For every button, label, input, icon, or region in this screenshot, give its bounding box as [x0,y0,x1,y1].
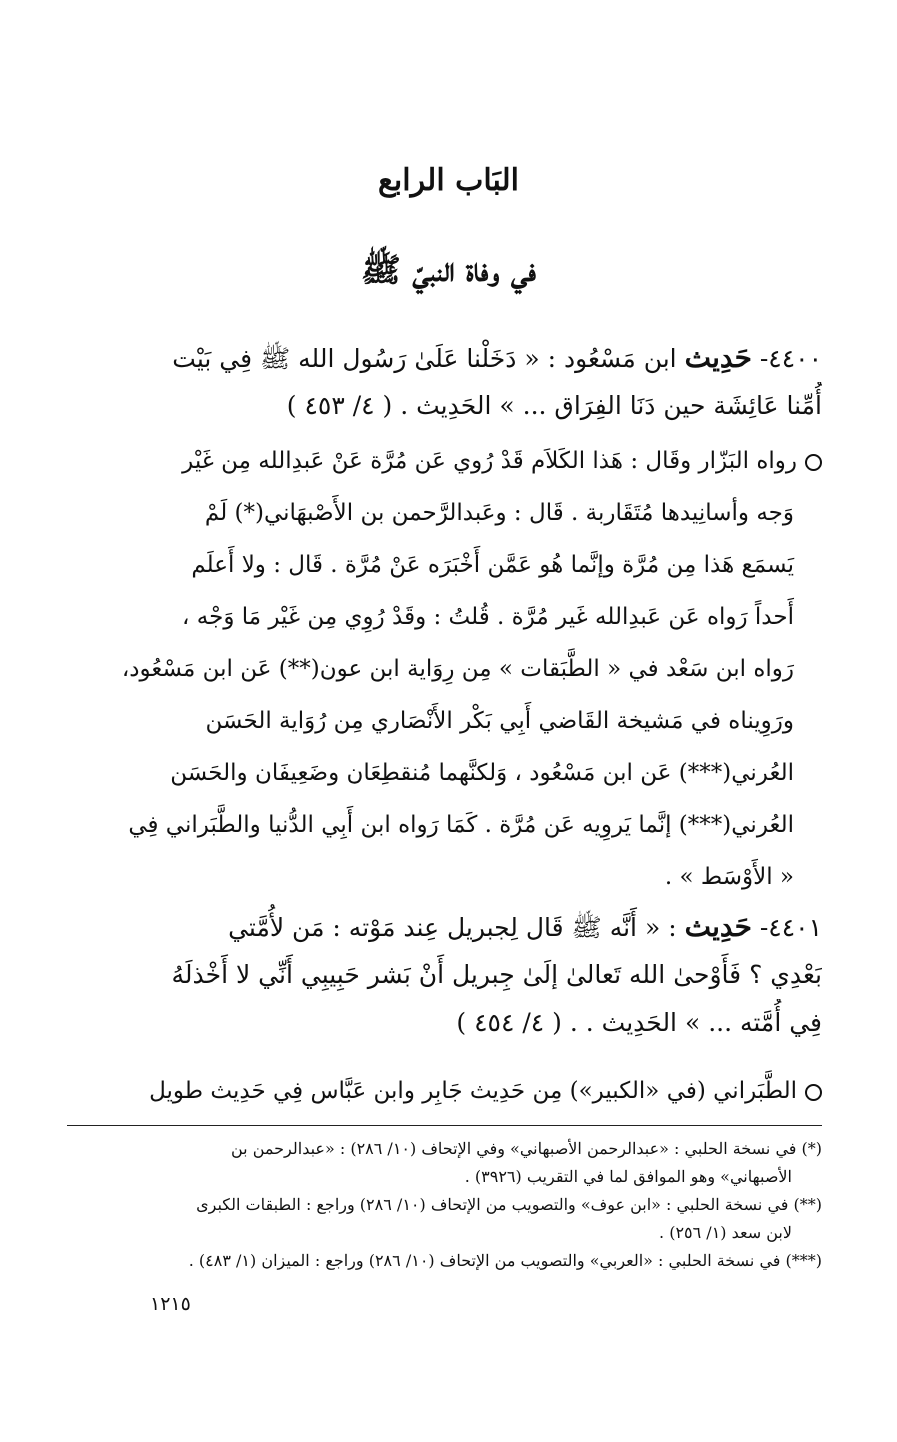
commentary-line: الطَّبَراني (في «الكبير») مِن حَدِيث جَابِر وابن عَبَّاس فِي حَدِيث طويل [67,1065,822,1117]
hadith-line [67,334,822,382]
hadith-keyword: حَدِيث [684,341,752,374]
footnote-line: الأصبهاني» وهو الموافق لما في التقريب (٣٩٢٦) . [464,1167,792,1186]
footnote-line: (*) في نسخة الحلبي : «عبدالرحمن الأصبهاني» وفي الإتحاف (١٠/ ٢٨٦) : «عبدالرحمن بن [231,1139,822,1158]
hadith-number: ٤٤٠١- [759,913,822,942]
commentary-line: وَجه وأسانِيدها مُتَقَاربة . قَال : وعَبدالرَّحمن بن الأَصْبهَاني(*) لَمْ [204,500,794,526]
hadith-line [67,999,822,1047]
hadith-text: فِي أُمَّته ... » الحَدِيث . [585,1008,822,1037]
footnotes [67,1135,822,1275]
footnote-line: (***) في نسخة الحلبي : «العربي» والتصويب من الإتحاف (١٠/ ٢٨٦) وراجع : الميزان (١/ ٤٨٣) . [188,1251,822,1270]
commentary-line: أَحداً رَواه عَن عَبدِالله غَير مُرَّة . قُلتُ : وقَدْ رُوِي مِن غَيْر مَا وَجْه ، [182,604,794,630]
chapter-subtitle: في وفاة النبيّ ﷺ [360,250,537,289]
chapter-title: البَاب الرابع [377,163,520,198]
footnote-divider [67,1125,822,1126]
hadith-line: بَعْدِي ؟ فَأَوْحىٰ الله تَعالىٰ إلَىٰ جِبريل أَنْ بَشر حَبِيبِي أَنِّي لا أَخْذلَهُ [171,960,822,989]
hadith-number: ٤٤٠٠- [759,344,822,373]
commentary-4400 [67,435,822,903]
hadith-keyword: حَدِيث [684,910,752,943]
footnote-line: لابن سعد (١/ ٢٥٦) . [659,1223,792,1242]
circle-bullet-icon [805,1084,822,1101]
commentary-line: رواه البَزّار وقَال : هَذا الكَلاَم قَدْ رُوي عَن مُرَّة عَنْ عَبدِالله مِن غَيْر [67,435,822,487]
commentary-line: العُرني(***) عَن ابن مَسْعُود ، وَلكنَّهما مُنقطِعَان وضَعِيفَان والحَسَن [170,760,794,786]
hadith-line [67,382,822,430]
hadith-reference: ( ٤/ ٤٥٤ ) . [456,1008,578,1037]
hadith-text: أُمِّنا عَائِشَة حين دَنَا الفِرَاق ... » الحَدِيث [416,391,822,420]
hadith-text: ابن مَسْعُود : « دَخَلْنا عَلَىٰ رَسُول الله ﷺ فِي بَيْت [172,344,677,373]
footnote-line: (**) في نسخة الحلبي : «ابن عوف» والتصويب من الإتحاف (١٠/ ٢٨٦) وراجع : الطبقات الكبرى [196,1195,822,1214]
commentary-line: يَسمَع هَذا مِن مُرَّة وإنَّما هُو عَمَّن أَخْبَرَه عَنْ مُرَّة . قَال : ولا أَعلَم [191,552,794,578]
circle-bullet-icon [805,454,822,471]
commentary-4401 [67,1065,822,1117]
page-number: ١٢١٥ [150,1293,191,1315]
commentary-line: العُرني(***) إنَّما يَروِيه عَن مُرَّة . كَمَا رَواه ابن أَبِي الدُّنيا والطَّبَراني فِي [128,812,794,838]
hadith-4401 [67,903,822,1047]
hadith-line [67,903,822,951]
hadith-reference: ( ٤/ ٤٥٣ ) . [286,391,409,420]
commentary-line: « الأَوْسَط » . [664,864,794,890]
hadith-4400 [67,334,822,430]
commentary-line: ورَوِيناه في مَشيخة القَاضي أَبِي بَكْر الأَنْصَاري مِن رُوَاية الحَسَن [205,708,794,734]
hadith-text: : « أَنَّه ﷺ قَال لِجبريل عِند مَوْته : مَن لأُمَّتي [228,913,677,942]
commentary-line: رَواه ابن سَعْد في « الطَّبَقات » مِن رِوَاية ابن عون(**) عَن ابن مَسْعُود، [121,656,794,682]
